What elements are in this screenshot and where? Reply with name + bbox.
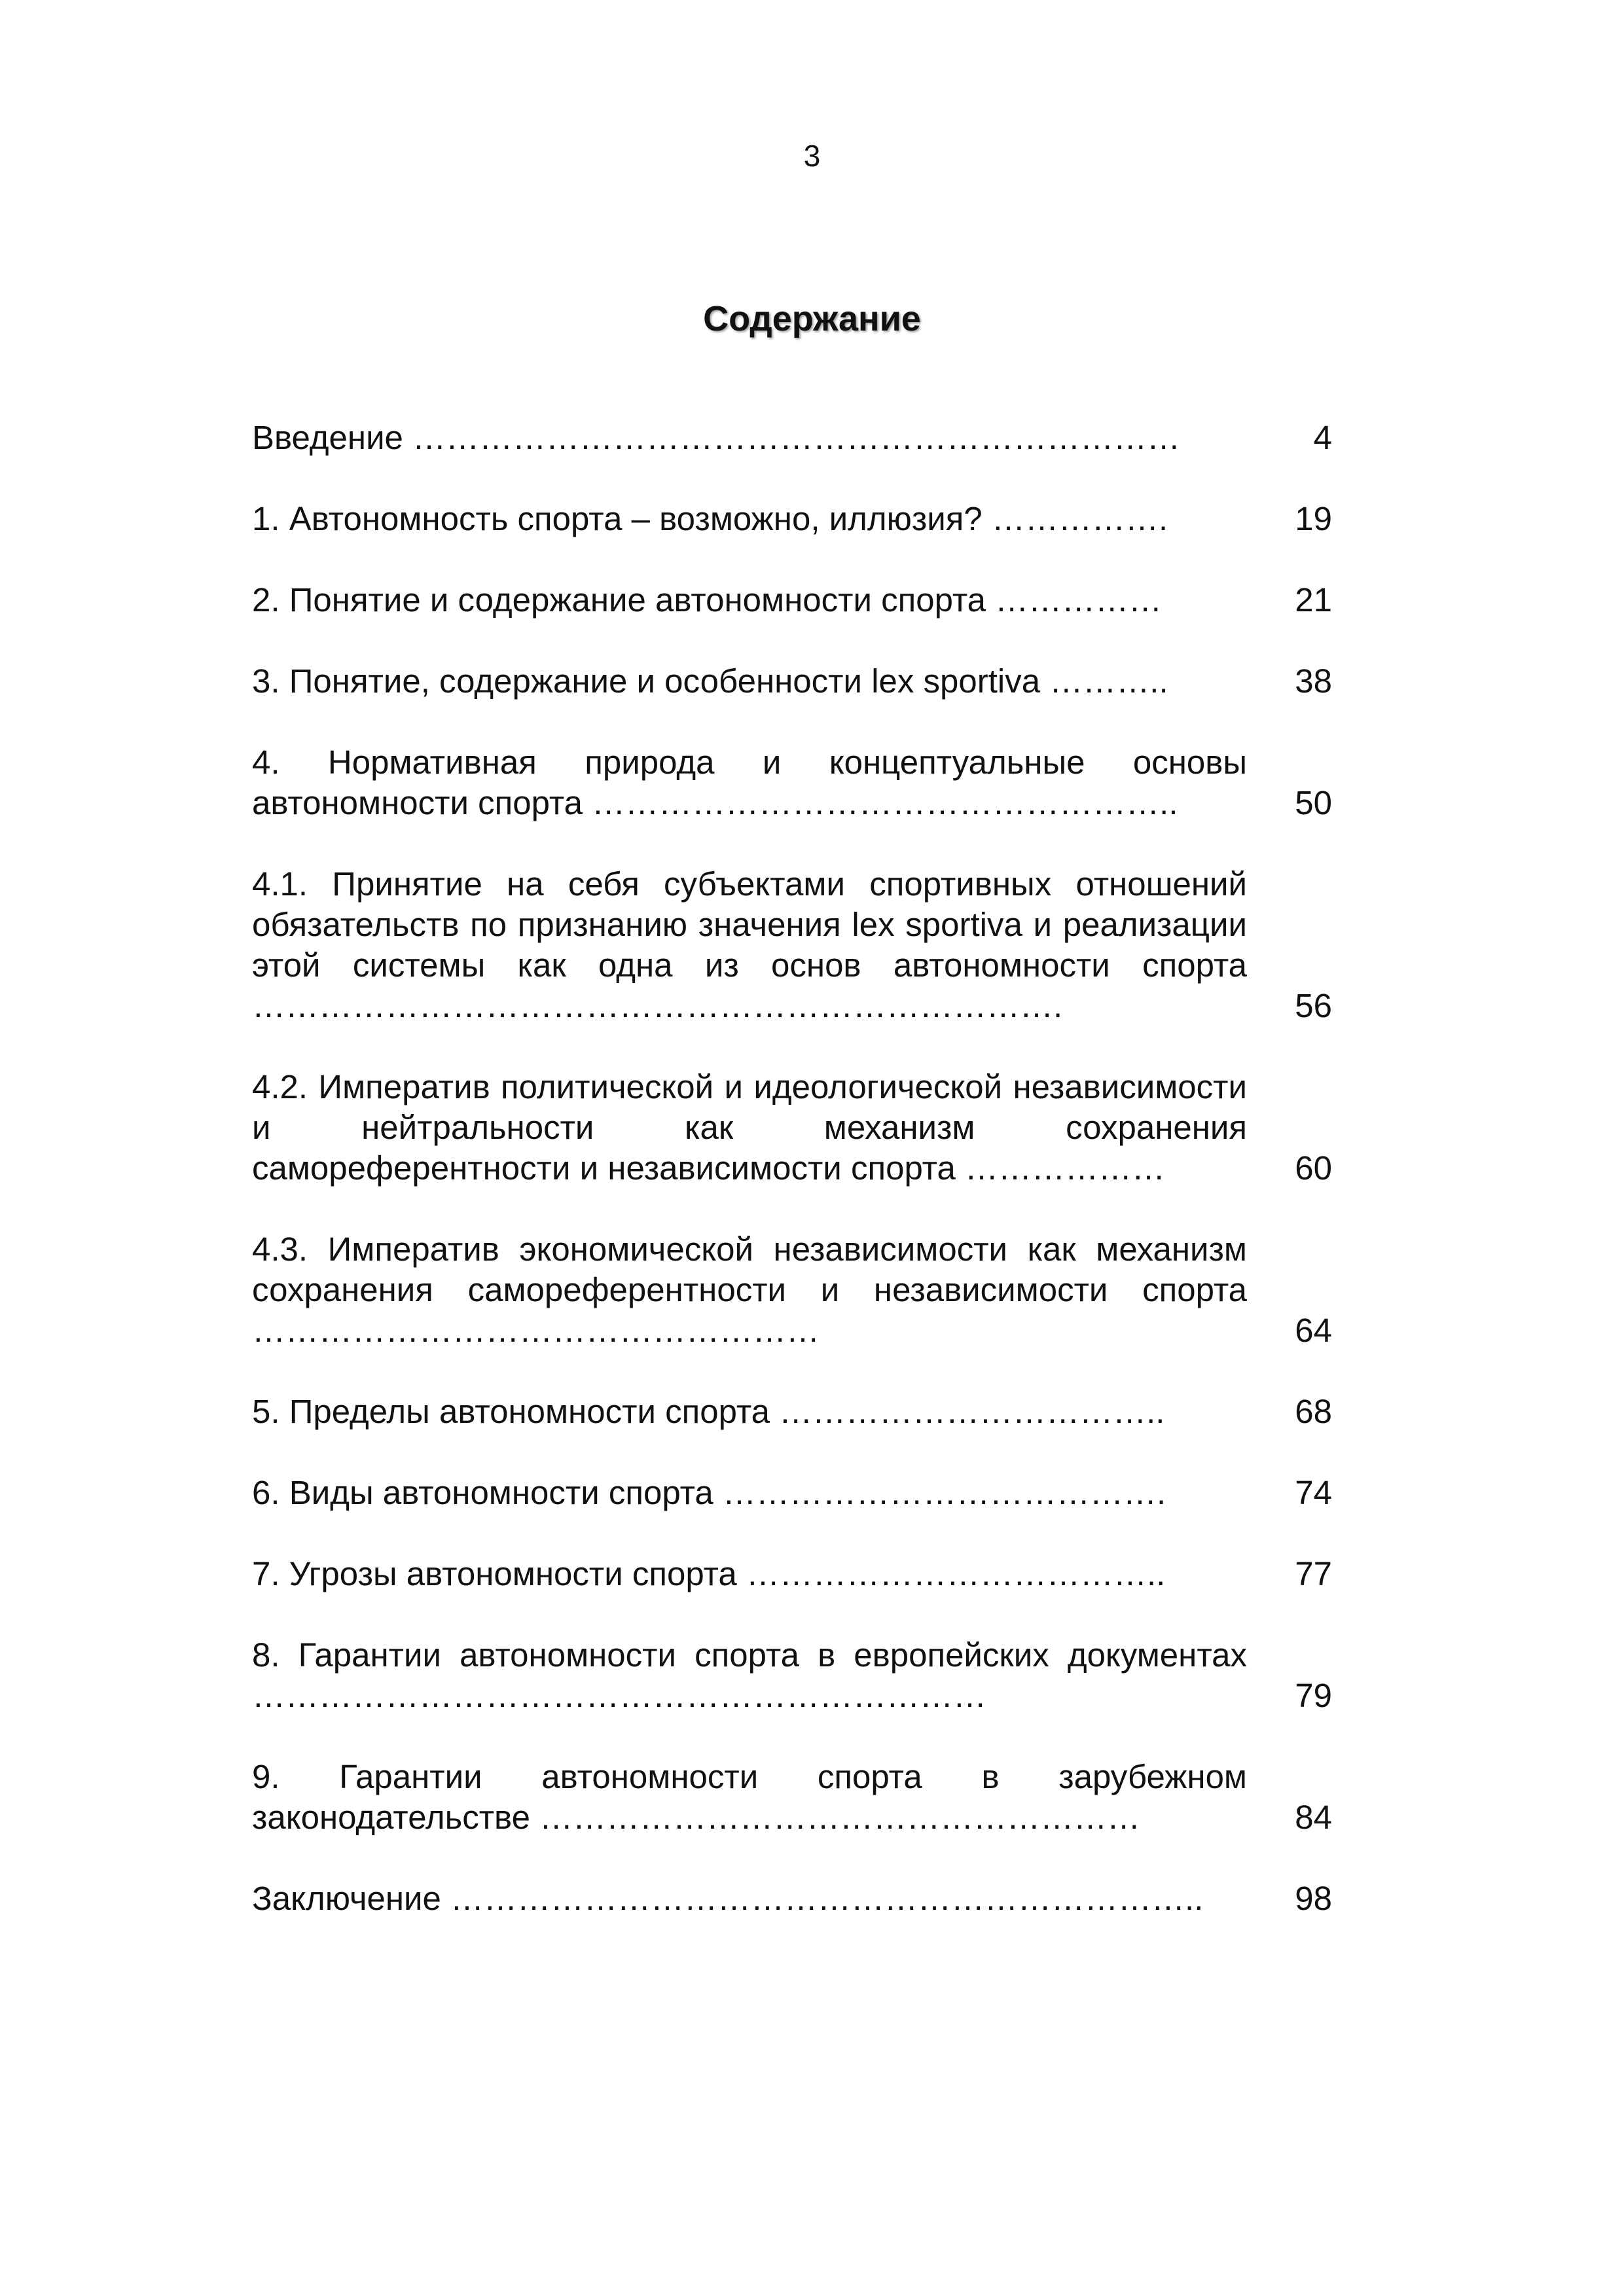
toc-entry (252, 864, 1332, 1026)
toc-entry-page: 98 (1295, 1880, 1332, 1917)
toc-entry-text: 9. Гарантии автономности спорта в зарубежном законодательстве ……………………………………………… (252, 1758, 1247, 1836)
toc-entry (252, 1757, 1332, 1838)
toc-entry-text: 7. Угрозы автономности спорта ……………………………….. (252, 1555, 1166, 1592)
toc-entry-text: 5. Пределы автономности спорта …………………………….. (252, 1393, 1165, 1430)
toc-entry (252, 1878, 1332, 1919)
toc-entry-page: 64 (1295, 1312, 1332, 1349)
toc-entry-page: 50 (1295, 784, 1332, 821)
toc-entry (252, 1554, 1332, 1594)
toc-entry (252, 499, 1332, 539)
toc-entry-text: 4.3. Императив экономической независимости как механизм сохранения самореферентности и независимости спорта …………………………………………… (252, 1230, 1247, 1349)
toc-entry (252, 1229, 1332, 1351)
toc-entry-page: 68 (1295, 1393, 1332, 1430)
toc-entry-text: 6. Виды автономности спорта …………………………………. (252, 1474, 1166, 1511)
toc-entry (252, 1391, 1332, 1432)
toc-entry (252, 1067, 1332, 1189)
table-of-contents (252, 418, 1332, 1960)
toc-entry-text: Заключение ………………………………………………………….. (252, 1880, 1204, 1917)
toc-entry-text: Введение …………………………………………………………… (252, 419, 1181, 456)
toc-entry (252, 742, 1332, 823)
toc-entry-page: 79 (1295, 1677, 1332, 1714)
toc-entry-page: 84 (1295, 1799, 1332, 1836)
toc-entry (252, 418, 1332, 458)
page-title: Содержание (703, 299, 921, 338)
toc-entry-text: 4.2. Императив политической и идеологической независимости и нейтральности как механизм сохранения самореферентности и независимости спорта ……………… (252, 1068, 1247, 1187)
page-number: 3 (803, 139, 821, 173)
toc-entry (252, 661, 1332, 702)
toc-entry-text: 1. Автономность спорта – возможно, иллюзия? ……………. (252, 500, 1168, 537)
toc-entry (252, 1473, 1332, 1513)
toc-entry (252, 580, 1332, 620)
toc-entry-text: 4.1. Принятие на себя субъектами спортивных отношений обязательств по признанию значения lex sportiva и реализации этой системы как одна из основ автономности спорта ………………………………………………………………. (252, 865, 1247, 1024)
toc-entry-page: 56 (1295, 987, 1332, 1024)
toc-entry-page: 77 (1295, 1555, 1332, 1592)
toc-entry-text: 3. Понятие, содержание и особенности lex sportiva ……….. (252, 662, 1168, 700)
toc-entry-page: 21 (1295, 581, 1332, 619)
toc-entry-text: 8. Гарантии автономности спорта в европейских документах ………………………………………………………… (252, 1636, 1247, 1714)
toc-entry (252, 1635, 1332, 1716)
toc-entry-page: 4 (1313, 419, 1332, 456)
toc-entry-text: 4. Нормативная природа и концептуальные основы автономности спорта …………………………………………….. (252, 744, 1247, 821)
toc-entry-page: 19 (1295, 500, 1332, 537)
toc-entry-text: 2. Понятие и содержание автономности спорта …………… (252, 581, 1163, 619)
toc-entry-page: 38 (1295, 662, 1332, 700)
toc-entry-page: 74 (1295, 1474, 1332, 1511)
toc-entry-page: 60 (1295, 1149, 1332, 1187)
